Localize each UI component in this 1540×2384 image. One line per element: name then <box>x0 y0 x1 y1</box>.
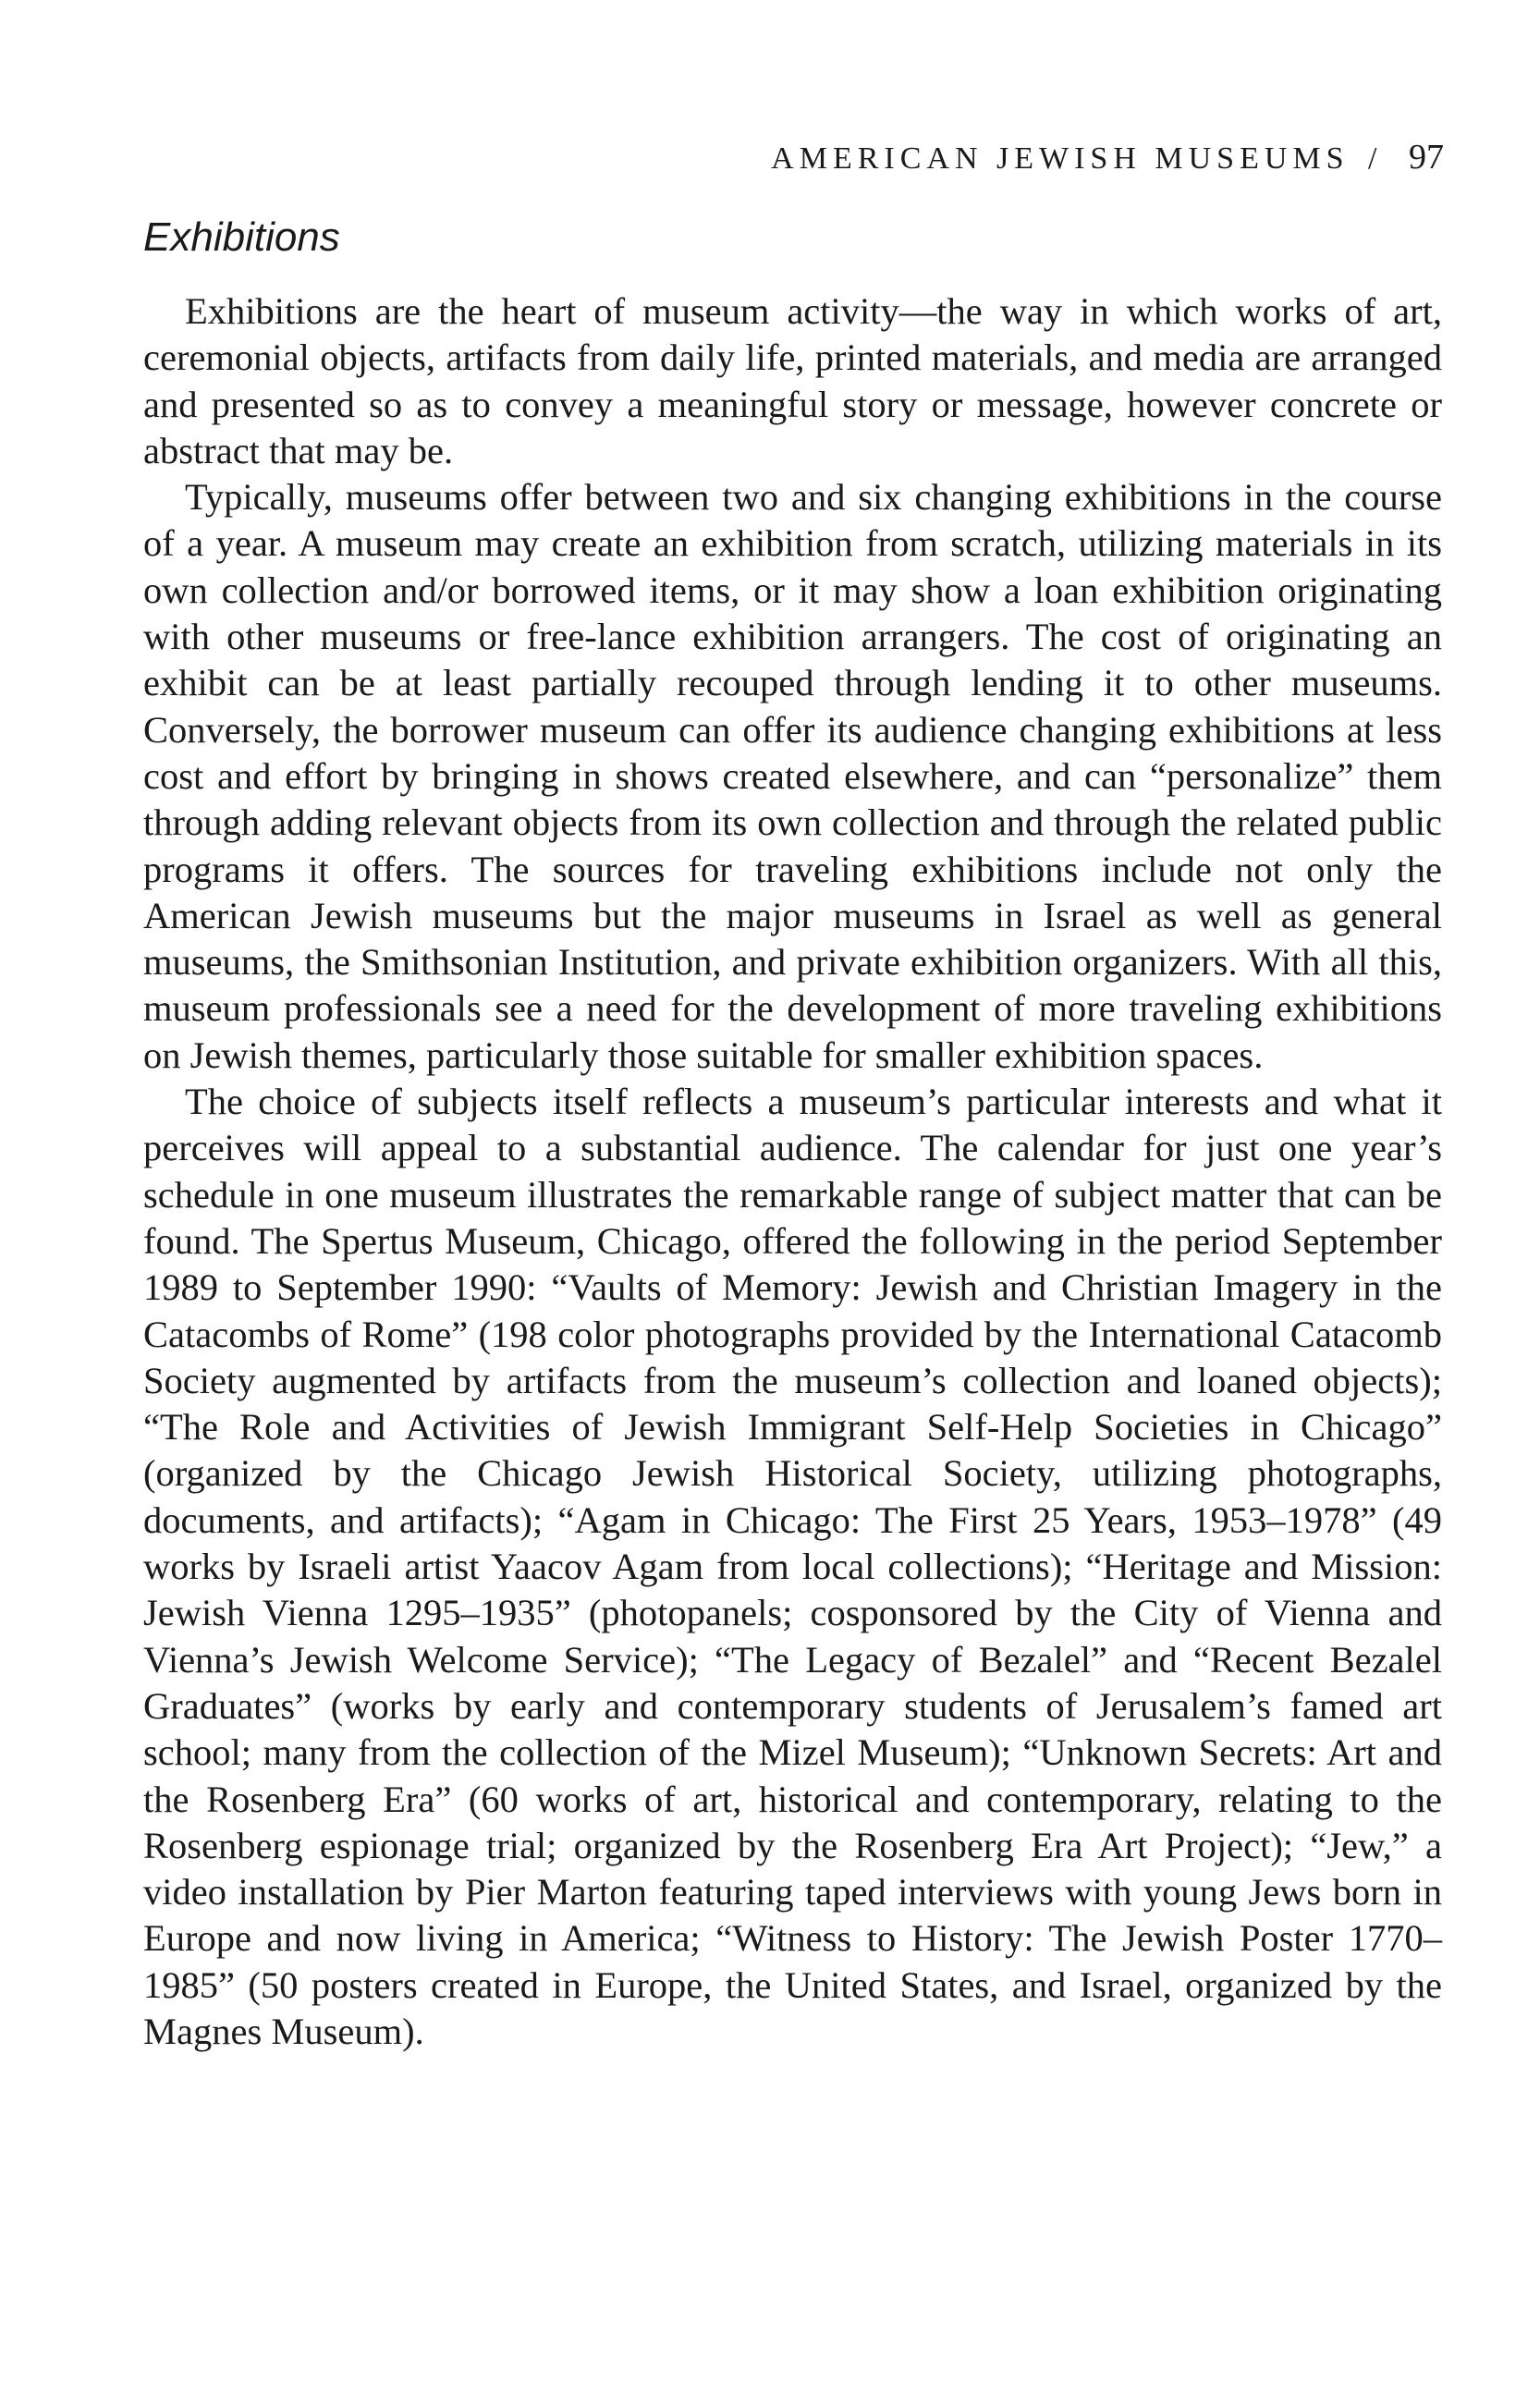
running-header <box>771 137 1444 177</box>
paragraph-2: Typically, museums offer between two and six changing exhibitions in the course of a year. A museum may create an exhibition from scratch, utilizing materials in its own collection and/or borrowed items, or it may show a loan exhibition originating with other museums or free-lance exhibition arrangers. The cost of originating an exhibit can be at least partially recouped through lending it to other museums. Conversely, the borrower museum can offer its audience changing exhibitions at less cost and effort by bringing in shows created elsewhere, and can “personalize” them through adding relevant objects from its own collection and through the related public programs it offers. The sources for traveling exhibitions include not only the American Jewish museums but the major museums in Israel as well as general museums, the Smithsonian Institution, and private exhibition organizers. With all this, museum professionals see a need for the development of more traveling exhibitions on Jewish themes, particularly those suitable for smaller exhibition spaces. <box>143 476 1442 1076</box>
header-separator: / <box>1368 141 1383 176</box>
page-number: 97 <box>1409 138 1444 177</box>
section-title: Exhibitions <box>143 214 340 260</box>
paragraph-3: The choice of subjects itself reflects a museum’s particular interests and what it perceives will appeal to a substantial audience. The calendar for just one year’s schedule in one museum illustrates the remarkable range of subject matter that can be found. The Spertus Museum, Chicago, offered the following in the period September 1989 to September 1990: “Vaults of Memory: Jewish and Christian Imagery in the Catacombs of Rome” (198 color photographs provided by the International Catacomb Society augmented by artifacts from the museum’s collection and loaned objects); “The Role and Activities of Jewish Immigrant Self-Help Societies in Chicago” (organized by the Chicago Jewish Historical Society, utilizing photographs, documents, and artifacts); “Agam in Chicago: The First 25 Years, 1953–1978” (49 works by Israeli artist Yaacov Agam from local collections); “Heritage and Mission: Jewish Vienna 1295–1935” (photopanels; cosponsored by the City of Vienna and Vienna’s Jewish Welcome Service); “The Legacy of Bezalel” and “Recent Bezalel Graduates” (works by early and contemporary students of Jerusalem’s famed art school; many from the collection of the Mizel Museum); “Unknown Secrets: Art and the Rosenberg Era” (60 works of art, historical and contemporary, relating to the Rosenberg espionage trial; organized by the Rosenberg Era Art Project); “Jew,” a video installation by Pier Marton featuring taped interviews with young Jews born in Europe and now living in America; “Witness to History: The Jewish Poster 1770–1985” (50 posters created in Europe, the United States, and Israel, organized by the Magnes Museum). <box>143 1081 1442 2052</box>
running-title: AMERICAN JEWISH MUSEUMS <box>771 141 1350 176</box>
paragraph-1: Exhibitions are the heart of museum activity—the way in which works of art, ceremonial objects, artifacts from daily life, printed materials, and media are arranged and presented so as to convey a meaningful story or message, however concrete or abstract that may be. <box>143 290 1442 471</box>
body-text <box>143 288 1442 2055</box>
